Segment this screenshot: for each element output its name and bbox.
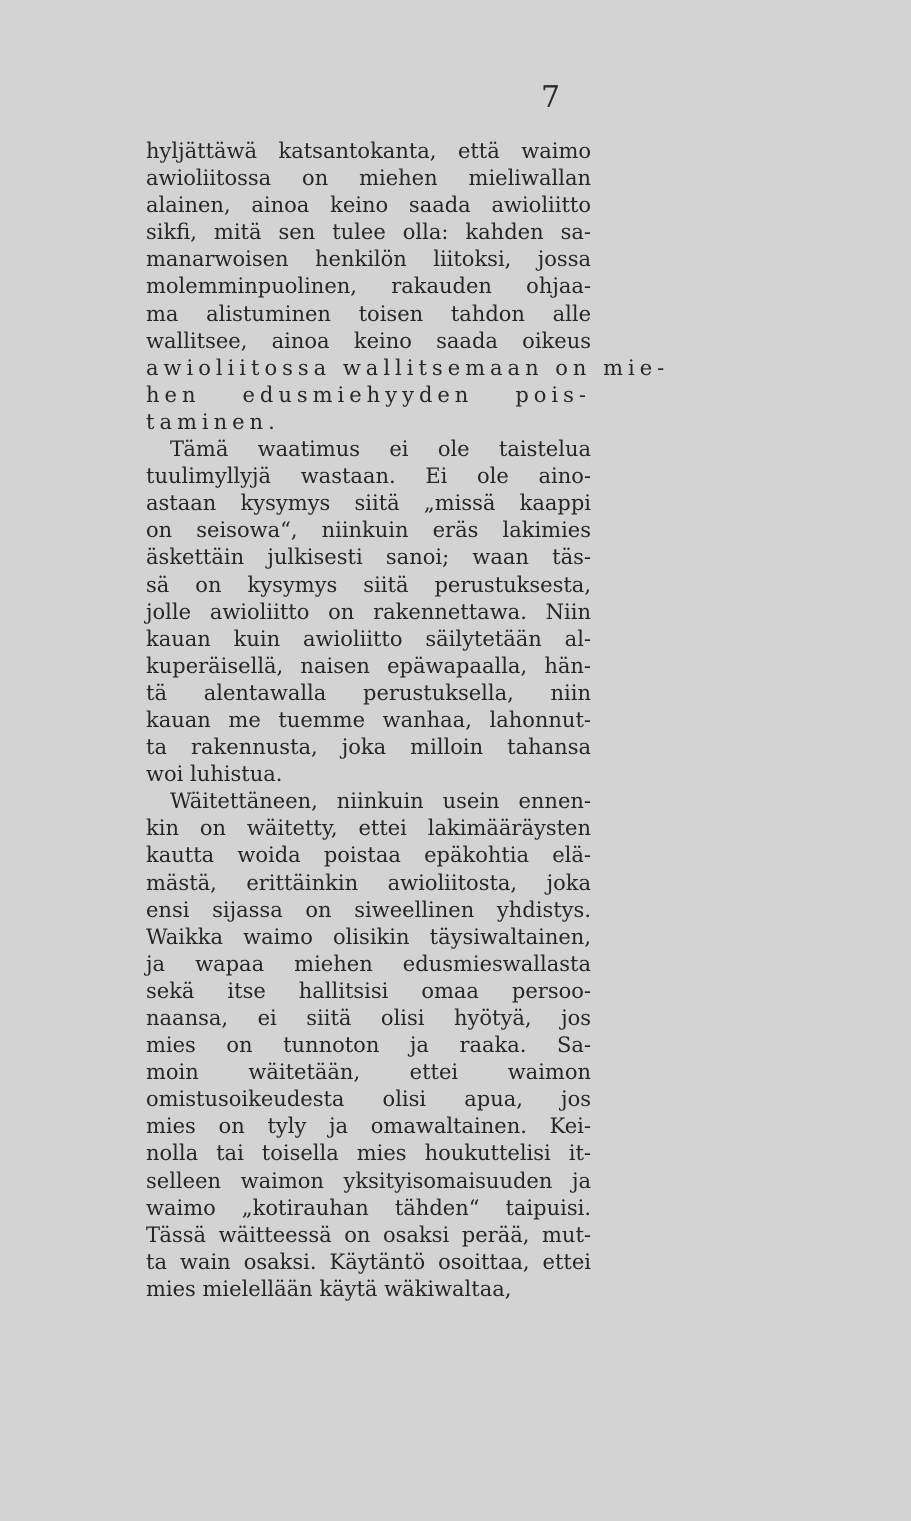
text-line: kautta woida poistaa epäkohtia elä- [146,843,591,868]
text-line: wallitsee, ainoa keino saada oikeus [146,328,591,353]
text-line: astaan kysymys siitä „missä kaappi [146,491,591,516]
text-line: hen edusmiehyyden pois- [146,382,591,407]
text-line: Wäitettäneen, niinkuin usein ennen- [170,789,591,814]
text-line: on seisowa“, niinkuin eräs lakimies [146,518,591,543]
text-line: mies mielellään käytä wäkiwaltaa, [146,1276,512,1301]
text-line: naansa, ei siitä olisi hyötyä, jos [146,1006,591,1030]
text-line: ja wapaa miehen edusmieswallasta [146,951,591,976]
text-line: molemminpuolinen, rakauden ohjaa- [146,274,591,299]
text-line: mies on tyly ja omawaltainen. Kei- [146,1114,591,1139]
text-line: waimo „kotirauhan tähden“ taipuisi. [146,1195,591,1220]
text-line: nolla tai toisella mies houkuttelisi it- [146,1141,591,1166]
text-line: awioliitossa wallitsemaan on mie- [146,355,670,380]
text-line: taminen. [146,409,280,434]
text-line: sekä itse hallitsisi omaa persoo- [146,978,591,1003]
text-line: mies on tunnoton ja raaka. Sa- [146,1033,591,1058]
text-line: kauan me tuemme wanhaa, lahonnut- [146,707,591,732]
body-text [146,138,670,1303]
text-line: kauan kuin awioliitto säilytetään al- [146,626,591,651]
text-line: jolle awioliitto on rakennettawa. Niin [146,599,591,624]
text-line: ta rakennusta, joka milloin tahansa [146,735,591,760]
text-line: woi luhistua. [146,762,283,787]
text-line: Waikka waimo olisikin täysiwaltainen, [146,924,591,949]
text-line: Tässä wäitteessä on osaksi perää, mut- [146,1222,591,1247]
text-line: ensi sijassa on siweellinen yhdistys. [146,897,591,922]
text-line: kin on wäitetty, ettei lakimääräysten [146,816,591,841]
text-line: tuulimyllyjä wastaan. Ei ole aino- [146,464,591,489]
text-line: mästä, erittäinkin awioliitosta, joka [146,870,591,895]
text-line: selleen waimon yksityisomaisuuden ja [146,1168,591,1193]
text-line: äskettäin julkisesti sanoi; waan täs- [146,545,591,570]
text-line: moin wäitetään, ettei waimon [146,1060,591,1085]
text-line: manarwoisen henkilön liitoksi, jossa [146,247,591,272]
text-line: Tämä waatimus ei ole taistelua [170,437,591,462]
text-line: tä alentawalla perustuksella, niin [146,680,591,705]
text-line: ta wain osaksi. Käytäntö osoittaa, ettei [146,1249,591,1274]
text-line: omistusoikeudesta olisi apua, jos [146,1087,591,1112]
text-line: kuperäisellä, naisen epäwapaalla, hän- [146,653,591,678]
text-line: ma alistuminen toisen tahdon alle [146,301,591,326]
text-line: awioliitossa on miehen mieliwallan [146,166,591,191]
page-number: 7 [541,80,561,115]
text-line: hyljättäwä katsantokanta, että waimo [146,139,591,163]
text-line: sä on kysymys siitä perustuksesta, [146,572,591,597]
text-line: sikfi, mitä sen tulee olla: kahden sa- [146,220,591,245]
text-line: alainen, ainoa keino saada awioliitto [146,193,591,218]
